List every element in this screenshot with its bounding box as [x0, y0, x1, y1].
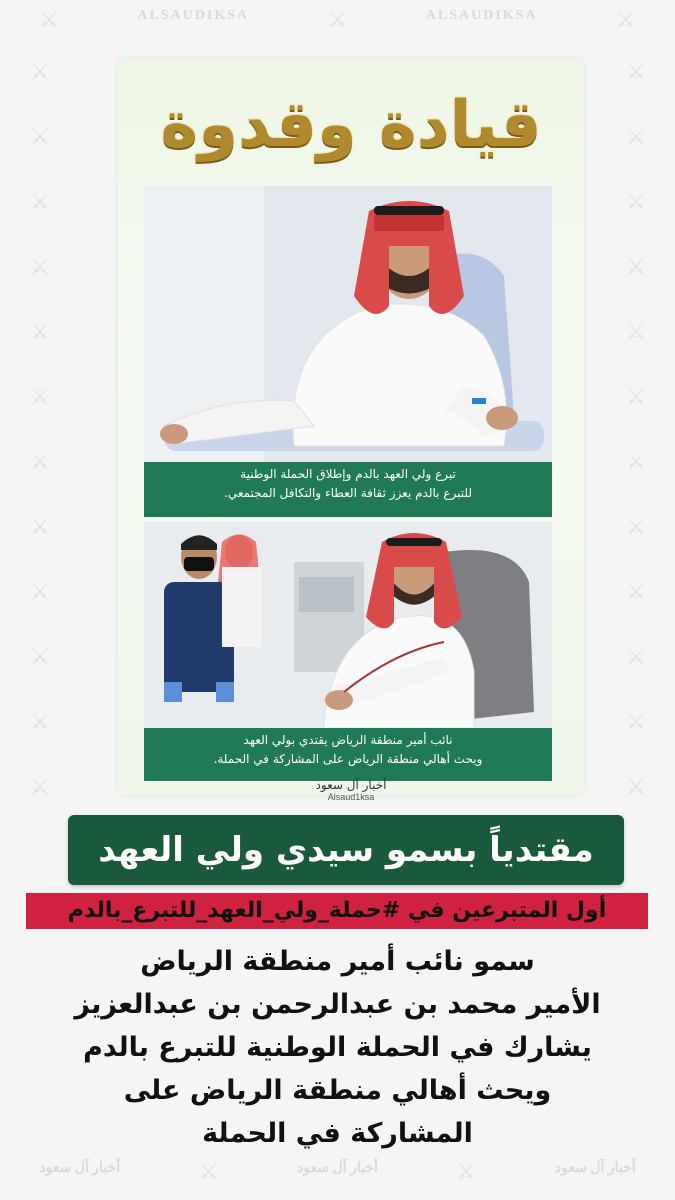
palm-emblem-icon: ⚔: [626, 515, 646, 540]
watermark-text: أخبار آل سعود: [297, 1161, 378, 1176]
watermark-text: أخبار آل سعود: [39, 1161, 121, 1176]
photo-illustration-2: [144, 522, 552, 728]
palm-emblem-icon: ⚔: [626, 320, 646, 345]
palm-emblem-icon: ⚔: [626, 190, 646, 215]
watermark-text: ALSAUDIKSA: [425, 8, 538, 23]
watermark-text: ALSAUDIKSA: [137, 8, 250, 23]
palm-emblem-icon: ⚔: [626, 580, 646, 605]
palm-emblem-icon: ⚔: [626, 385, 646, 410]
body-line: ويحث أهالي منطقة الرياض على: [123, 1075, 552, 1106]
caption-photo-1: [144, 462, 552, 517]
poster-logo: [286, 778, 416, 802]
palm-emblem-icon: ⚔: [198, 1160, 219, 1185]
watermark-row: [0, 1160, 675, 1185]
palm-emblem-icon: ⚔: [626, 125, 646, 150]
caption-line: للتبرع بالدم يعزز ثقافة العطاء والتكافل المجتمعي.: [224, 486, 472, 500]
palm-emblem-icon: ⚔: [626, 255, 646, 280]
caption-line: نائب أمير منطقة الرياض يقتدي بولي العهد: [243, 733, 453, 747]
palm-emblem-icon: ⚔: [626, 60, 646, 85]
photo-illustration-1: [144, 186, 552, 462]
body-line: المشاركة في الحملة: [202, 1118, 473, 1149]
watermark-row: [0, 8, 675, 33]
watermark-text: أخبار آل سعود: [554, 1161, 636, 1176]
palm-emblem-icon: ⚔: [30, 775, 50, 800]
hashtag-band: أول المتبرعين في #حملة_ولي_العهد_للتبرع_بالدم: [26, 893, 648, 929]
palm-emblem-icon: ⚔: [626, 710, 646, 735]
body-line: الأمير محمد بن عبدالرحمن بن عبدالعزيز: [74, 989, 601, 1020]
palm-emblem-icon: ⚔: [30, 385, 50, 410]
palm-emblem-icon: ⚔: [30, 125, 50, 150]
photo-donation-2: [144, 522, 552, 728]
palm-emblem-icon: ⚔: [30, 580, 50, 605]
palm-emblem-icon: ⚔: [615, 8, 636, 33]
caption-photo-2: [144, 728, 552, 781]
palm-emblem-icon: ⚔: [626, 645, 646, 670]
palm-emblem-icon: ⚔: [30, 515, 50, 540]
logo-arabic: أخبار آل سعود: [315, 778, 387, 792]
caption-line: ويحث أهالي منطقة الرياض على المشاركة في الحملة.: [213, 752, 483, 766]
palm-emblem-icon: ⚔: [327, 8, 348, 33]
photo-donation-1: [144, 186, 552, 462]
watermark-column-right: [606, 60, 666, 800]
palm-emblem-icon: ⚔: [30, 450, 50, 475]
palm-emblem-icon: ⚔: [456, 1160, 477, 1185]
poster-title: قيادة وقدوة: [160, 88, 542, 162]
palm-emblem-icon: ⚔: [30, 190, 50, 215]
palm-emblem-icon: ⚔: [30, 710, 50, 735]
palm-emblem-icon: ⚔: [30, 60, 50, 85]
caption-line: تبرع ولي العهد بالدم وإطلاق الحملة الوطنية: [240, 467, 456, 481]
logo-handle: Alsaud1ksa: [327, 792, 375, 802]
palm-emblem-icon: ⚔: [30, 255, 50, 280]
watermark-column-left: [10, 60, 70, 800]
body-line: سمو نائب أمير منطقة الرياض: [140, 946, 535, 977]
palm-emblem-icon: ⚔: [626, 775, 646, 800]
headline-banner: مقتدياً بسمو سيدي ولي العهد: [68, 815, 624, 885]
body-text: [30, 940, 645, 1155]
palm-emblem-icon: ⚔: [30, 645, 50, 670]
palm-emblem-icon: ⚔: [626, 450, 646, 475]
palm-emblem-icon: ⚔: [30, 320, 50, 345]
body-line: يشارك في الحملة الوطنية للتبرع بالدم: [83, 1032, 592, 1063]
palm-emblem-icon: ⚔: [39, 8, 59, 33]
